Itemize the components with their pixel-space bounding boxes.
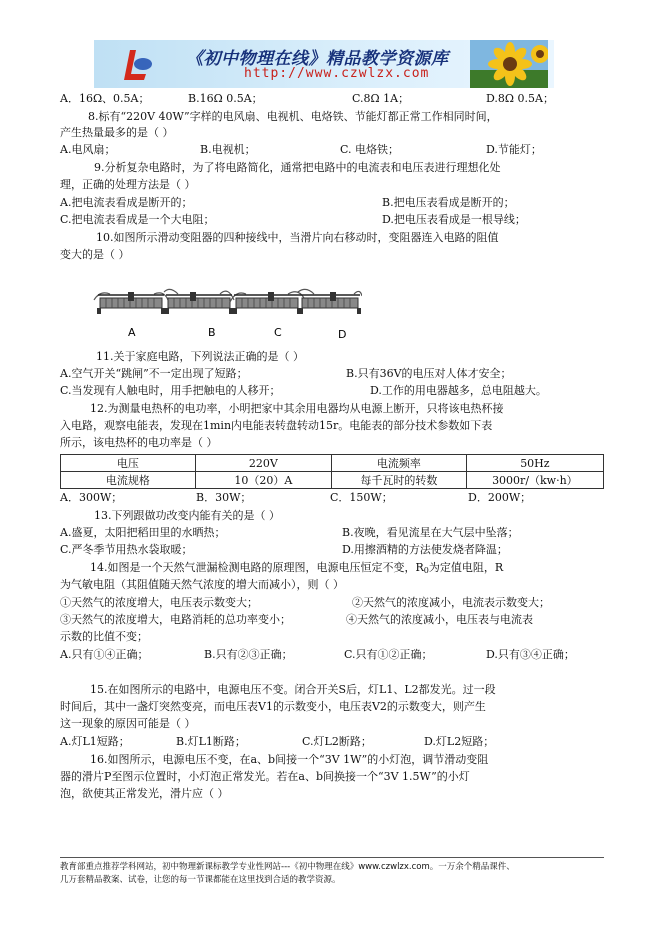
q13-stem: 13.下列跟做功改变内能有关的是（ ） xyxy=(94,509,280,522)
q12-option-d: D．200W； xyxy=(468,491,532,504)
table-cell: 电压 xyxy=(61,455,196,472)
q14-option-c: C.只有①②正确； xyxy=(344,648,433,661)
q14-statement-3: ③天然气的浓度增大，电路消耗的总功率变小； xyxy=(60,613,291,626)
q8-stem: 8.标有“220V 40W”字样的电风扇、电视机、电烙铁、节能灯都正常工作相同时间， xyxy=(88,110,498,123)
footer-line-1: 教育部重点推荐学科网站，初中物理新课标教学专业性网站---《初中物理在线》www.czwlzx.com。一万余个精品课件、 xyxy=(60,862,515,872)
header-banner xyxy=(94,40,554,88)
q15-option-c: C.灯L2断路； xyxy=(302,735,372,748)
table-cell: 10（20）A xyxy=(195,472,331,489)
table-cell: 电流频率 xyxy=(332,455,467,472)
q12-stem: 12.为测量电热杯的电功率，小明把家中其余用电器均从电源上断开，只将该电热杯接 xyxy=(90,402,504,415)
rheostat-wiring-diagram xyxy=(92,286,362,342)
q8-stem-cont: 产生热量最多的是（ ） xyxy=(60,126,174,139)
q13-option-b: B.夜晚，看见流星在大气层中坠落； xyxy=(342,526,519,539)
table-row xyxy=(61,472,604,489)
q12-option-b: B．30W； xyxy=(196,491,252,504)
table-cell: 3000r/（kw·h） xyxy=(466,472,603,489)
q14-option-d: D.只有③④正确； xyxy=(486,648,575,661)
diagram-label-c: C xyxy=(274,326,282,339)
footer-divider xyxy=(60,857,604,858)
diagram-label-d: D xyxy=(338,328,347,341)
q11-option-a: A.空气开关“跳闸”不一定出现了短路； xyxy=(60,367,248,380)
q15-option-d: D.灯L2短路； xyxy=(424,735,495,748)
q11-stem: 11.关于家庭电路，下列说法正确的是（ ） xyxy=(96,350,304,363)
q9-option-c: C.把电流表看成是一个大电阻； xyxy=(60,213,215,226)
q15-option-b: B.灯L1断路； xyxy=(176,735,246,748)
q14-option-a: A.只有①④正确； xyxy=(60,648,149,661)
q16-stem-cont: 器的滑片P至图示位置时，小灯泡正常发光。若在a、b间换接一个“3V 1.5W”的小灯 xyxy=(60,770,470,783)
q14-statement-2: ②天然气的浓度减小，电流表示数变大； xyxy=(352,596,550,609)
site-logo-icon xyxy=(116,44,156,84)
footer-line-2: 几万套精品教案、试卷，让您的每一节课都能在这里找到合适的教学资源。 xyxy=(60,875,341,885)
banner-url[interactable]: http://www.czwlzx.com xyxy=(244,66,430,81)
q10-stem-cont: 变大的是（ ） xyxy=(60,248,130,261)
table-cell: 电流规格 xyxy=(61,472,196,489)
diagram-label-b: B xyxy=(208,326,216,339)
q15-stem-cont2: 这一现象的原因可能是（ ） xyxy=(60,717,196,730)
q7-option-c: C.8Ω 1A； xyxy=(352,92,410,105)
q14-stem-cont: 为气敏电阻（其阻值随天然气浓度的增大而减小），则（ ） xyxy=(60,578,344,591)
rheostat-b xyxy=(164,289,234,314)
q12-stem-cont: 入电路，观察电能表，发现在1min内电能表转盘转动15r。电能表的部分技术参数如下表 xyxy=(60,419,493,432)
banner-title: 《初中物理在线》精品教学资源库 xyxy=(186,49,449,69)
q12-option-a: A．300W； xyxy=(60,491,123,504)
q14-option-b: B.只有②③正确； xyxy=(204,648,293,661)
rheostat-c xyxy=(230,292,304,314)
q8-option-c: C. 电烙铁； xyxy=(340,143,400,156)
q9-option-a: A.把电流表看成是断开的； xyxy=(60,196,193,209)
q11-option-d: D.工作的用电器越多，总电阻越大。 xyxy=(370,384,547,397)
table-cell: 50Hz xyxy=(466,455,603,472)
q13-option-a: A.盛夏，太阳把稻田里的水晒热； xyxy=(60,526,226,539)
meter-spec-table xyxy=(60,454,604,489)
q7-option-a: A．16Ω、0.5A； xyxy=(60,92,150,105)
q16-stem: 16.如图所示，电源电压不变，在a、b间接一个“3V 1W”的小灯泡，调节滑动变阻 xyxy=(90,753,489,766)
q7-option-d: D.8Ω 0.5A； xyxy=(486,92,554,105)
q14-stem: 14.如图是一个天然气泄漏检测电路的原理图，电源电压恒定不变，$R_0$为定值电阻，R xyxy=(90,561,504,575)
diagram-label-a: A xyxy=(128,326,136,339)
q12-stem-cont2: 所示，该电热杯的电功率是（ ） xyxy=(60,436,218,449)
table-cell: 220V xyxy=(195,455,331,472)
table-row xyxy=(61,455,604,472)
q15-option-a: A.灯L1短路； xyxy=(60,735,130,748)
q16-stem-cont2: 泡，欲使其正常发光，滑片应（ ） xyxy=(60,787,229,800)
rheostat-d xyxy=(298,289,362,314)
q12-option-c: C．150W； xyxy=(330,491,393,504)
q8-option-b: B.电视机； xyxy=(200,143,256,156)
sunflower-image xyxy=(470,40,548,88)
q13-option-c: C.严冬季节用热水袋取暖； xyxy=(60,543,193,556)
table-cell: 每千瓦时的转数 xyxy=(332,472,467,489)
q9-stem: 9.分析复杂电路时，为了将电路简化，通常把电路中的电流表和电压表进行理想化处 xyxy=(94,161,501,174)
q14-statement-1: ①天然气的浓度增大，电压表示数变大； xyxy=(60,596,258,609)
q8-option-a: A.电风扇； xyxy=(60,143,116,156)
q15-stem-cont: 时间后，其中一盏灯突然变亮，而电压表V1的示数变小，电压表V2的示数变大，则产生 xyxy=(60,700,486,713)
q15-stem: 15.在如图所示的电路中，电源电压不变。闭合开关S后，灯L1、L2都发光。过一段 xyxy=(90,683,496,696)
q14-statement-4: ④天然气的浓度减小，电压表与电流表 xyxy=(346,613,533,626)
q14-statement-4-cont: 示数的比值不变； xyxy=(60,630,148,643)
q9-option-d: D.把电压表看成是一根导线； xyxy=(382,213,526,226)
q11-option-b: B.只有36V的电压对人体才安全； xyxy=(346,367,512,380)
q8-option-d: D.节能灯； xyxy=(486,143,542,156)
q9-option-b: B.把电压表看成是断开的； xyxy=(382,196,515,209)
q10-stem: 10.如图所示滑动变阻器的四种接线中，当滑片向右移动时，变阻器连入电路的阻值 xyxy=(96,231,499,244)
q9-stem-cont: 理，正确的处理方法是（ ） xyxy=(60,178,196,191)
q11-option-c: C.当发现有人触电时，用手把触电的人移开； xyxy=(60,384,281,397)
rheostat-a xyxy=(94,292,168,314)
q7-option-b: B.16Ω 0.5A； xyxy=(188,92,263,105)
q13-option-d: D.用擦酒精的方法使发烧者降温； xyxy=(342,543,508,556)
